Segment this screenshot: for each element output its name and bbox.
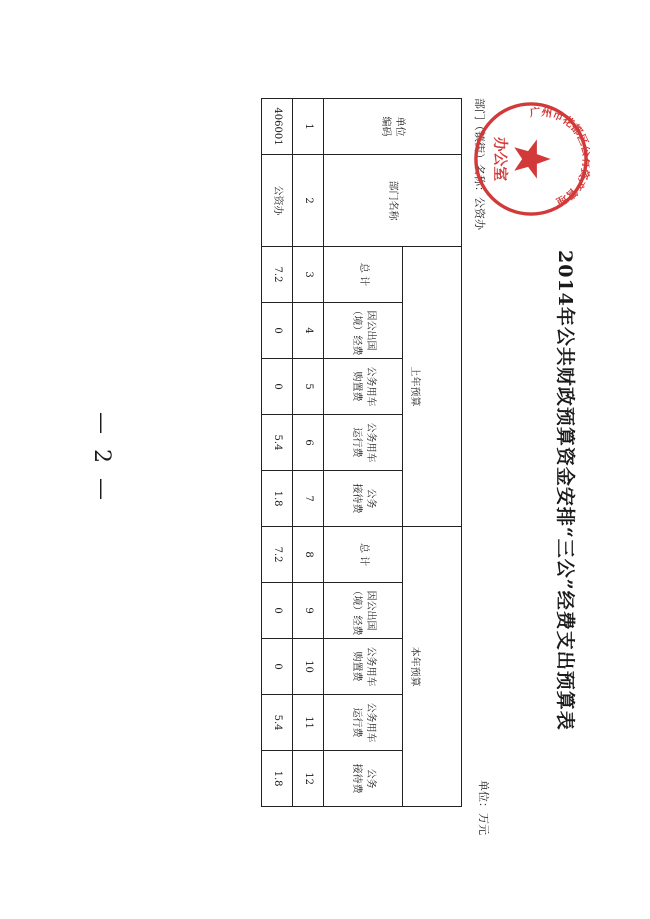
index-cell: 9	[293, 583, 324, 639]
cell-prev-vehicle-purchase: 0	[262, 359, 293, 415]
seal-outer-text: 广州市花都区 产管理	[529, 105, 590, 209]
cell-prev-overseas: 0	[262, 303, 293, 359]
cell-curr-reception: 1.8	[262, 751, 293, 807]
cell-prev-vehicle-operation: 5.4	[262, 415, 293, 471]
unit-label: 单位：万元	[477, 780, 490, 835]
header-prev-reception: 公务 接待费	[324, 471, 403, 527]
cell-name: 公资办	[262, 155, 293, 247]
cell-curr-vehicle-purchase: 0	[262, 639, 293, 695]
header-prev-year: 上年预算	[403, 247, 426, 527]
header-prev-total: 总 计	[324, 247, 403, 303]
seal-inner-text: 办公室	[491, 136, 509, 182]
index-cell: 4	[293, 303, 324, 359]
official-seal	[472, 100, 590, 218]
header-curr-year: 本年预算	[403, 527, 426, 807]
index-cell: 2	[293, 155, 324, 247]
header-curr-reception: 公务 接待费	[324, 751, 403, 807]
index-cell: 12	[293, 751, 324, 807]
header-curr-overseas: 因公出国 （境）经费	[324, 583, 403, 639]
page-number: — 2 —	[89, 412, 114, 504]
page-title: 2014年公共财政预算资金安排“三公”经费支出预算表	[554, 250, 576, 731]
header-curr-total: 总 计	[324, 527, 403, 583]
header-prev-overseas: 因公出国 （境）经费	[324, 303, 403, 359]
cell-curr-total: 7.2	[262, 527, 293, 583]
seal-icon	[472, 100, 590, 218]
index-cell: 6	[293, 415, 324, 471]
index-cell: 11	[293, 695, 324, 751]
header-curr-vehicle-operation: 公务用车 运行费	[324, 695, 403, 751]
index-cell: 5	[293, 359, 324, 415]
budget-table	[261, 98, 462, 807]
cell-curr-overseas: 0	[262, 583, 293, 639]
department-value: 公资办	[473, 197, 486, 230]
header-unit-code: 单位 编码	[324, 99, 462, 155]
header-curr-vehicle-purchase: 公务用车 购置费	[324, 639, 403, 695]
header-prev-vehicle-purchase: 公务用车 购置费	[324, 359, 403, 415]
header-prev-vehicle-operation: 公务用车 运行费	[324, 415, 403, 471]
department-label: 部门（镇街）名称：	[473, 98, 486, 197]
index-cell: 1	[293, 99, 324, 155]
index-cell: 3	[293, 247, 324, 303]
cell-prev-reception: 1.8	[262, 471, 293, 527]
header-dept-name: 部门名称	[324, 155, 462, 247]
cell-prev-total: 7.2	[262, 247, 293, 303]
cell-code: 406001	[262, 99, 293, 155]
index-row	[293, 99, 324, 807]
index-cell: 8	[293, 527, 324, 583]
index-cell: 10	[293, 639, 324, 695]
table-row	[262, 99, 293, 807]
cell-curr-vehicle-operation: 5.4	[262, 695, 293, 751]
index-cell: 7	[293, 471, 324, 527]
